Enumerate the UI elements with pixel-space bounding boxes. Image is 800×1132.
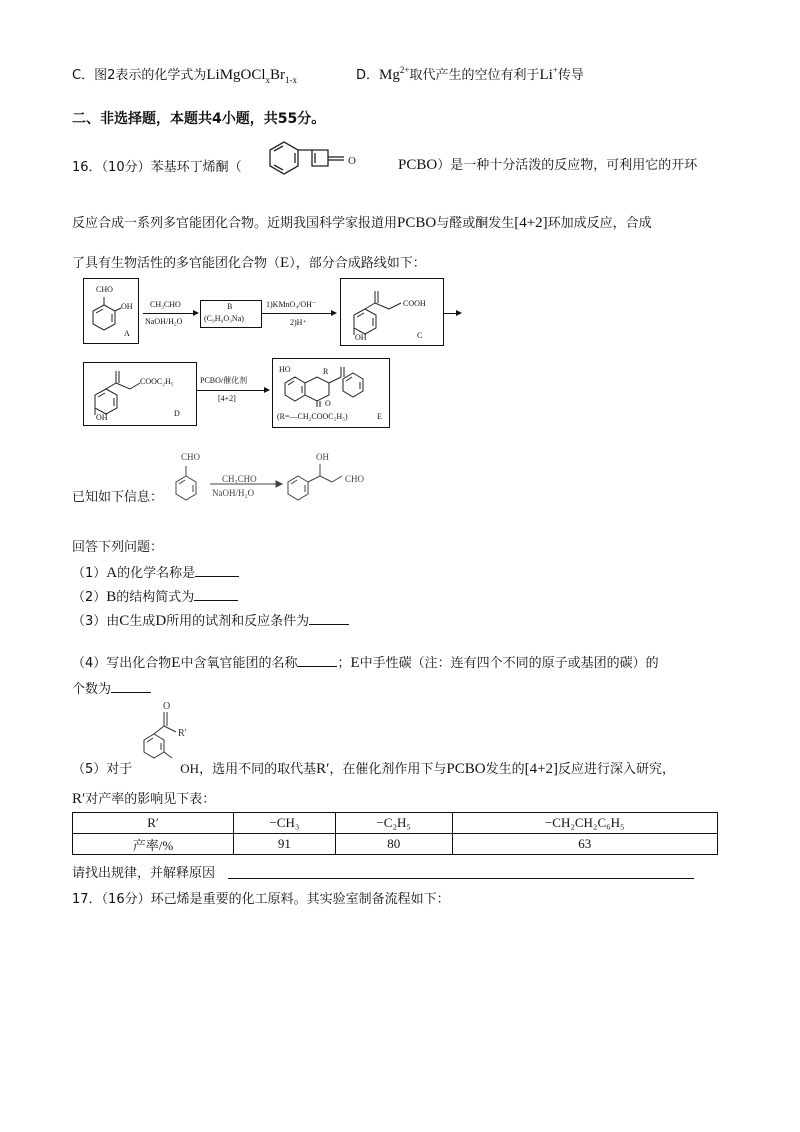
reagent1-top: CH₃CHO: [150, 300, 181, 309]
e-label: E: [377, 412, 382, 421]
b-formula: (C₉H₉O₃Na): [204, 314, 244, 323]
q17-intro: 17．（16分）环己烯是重要的化工原料。其实验室制备流程如下：: [72, 892, 450, 907]
e-r-definition: (R=—CH₂COOC₂H₅): [277, 412, 348, 421]
rule-question: 请找出规律，并解释原因: [72, 866, 216, 881]
question-5-line2: R′对产率的影响见下表：: [72, 791, 216, 807]
q16-intro-line3: 了具有生物活性的多官能团化合物（E），部分合成路线如下：: [72, 255, 426, 271]
a-label: A: [124, 329, 130, 338]
arrow-2: [262, 313, 334, 314]
li-ion: Li+: [539, 65, 558, 83]
arrow-1-head: [193, 310, 199, 316]
answer-blank-2[interactable]: [194, 588, 238, 601]
formula-limgocl: $LiMgOCl_xBr_{1-x}$: [206, 67, 298, 85]
answer-blank-4b[interactable]: [111, 680, 151, 693]
answer-blank-4a[interactable]: [297, 654, 337, 667]
reagent3-top: PCBO/催化剂: [200, 376, 248, 385]
c-oh-label: OH: [355, 333, 367, 342]
known-oh-label: OH: [316, 452, 329, 462]
arrow-4-head: [264, 387, 270, 393]
option-c: C．图2表示的化学式为$LiMgOCl_xBr_{1-x}$: [72, 67, 298, 85]
pcbo-structure-icon: [262, 134, 374, 184]
question-4: （4）写出化合物E中含氧官能团的名称 ；E中手性碳（注：连有四个不同的原子或基团的碳）的: [72, 655, 659, 671]
a-oh-label: OH: [121, 302, 133, 311]
question-2: （2）B的结构简式为: [72, 586, 238, 606]
a-cho-label: CHO: [96, 285, 113, 294]
q16-intro-line1: 16．（10分）苯基环丁烯酮（: [72, 160, 242, 175]
table-header-row: [73, 813, 718, 834]
option-d: D．$Mg^{2+}$取代产生的空位有利于Li+传导: [356, 65, 584, 83]
table-row: [73, 834, 718, 855]
q5-o-label: O: [163, 701, 171, 712]
b-label: B: [227, 302, 233, 311]
table-header-cell: −CH₂CH₂C₆H₅: [452, 813, 717, 834]
compound-b-box: [200, 300, 262, 328]
known-info-label: 已知如下信息：: [72, 490, 164, 505]
table-row-label: 产率/%: [73, 834, 234, 855]
table-header-cell: R′: [73, 813, 234, 834]
compound-d-box: [83, 362, 197, 426]
arrow-3-head: [456, 310, 462, 316]
compound-e-box: [272, 358, 390, 428]
reagent3-bottom: [4+2]: [218, 394, 236, 403]
reagent1-bottom: NaOH/H₂O: [145, 317, 183, 326]
table-cell: 80: [335, 834, 452, 855]
d-ester-label: COOC₂H₅: [140, 377, 174, 386]
yield-table: [72, 812, 718, 855]
c-cooh-label: COOH: [403, 299, 426, 308]
e-ho-label: HO: [279, 365, 291, 374]
compound-a-box: [83, 278, 139, 344]
pcbo-ketone-o: O: [348, 155, 356, 167]
d-oh-label: OH: [96, 413, 108, 422]
mg-ion: $Mg^{2+}$: [379, 65, 410, 83]
question-3: （3）由C生成D所用的试剂和反应条件为: [72, 610, 349, 630]
known-cho-label: CHO: [181, 452, 201, 462]
reagent2-top: 1)KMnO₄/OH⁻: [266, 300, 317, 309]
answer-blank-1[interactable]: [195, 564, 239, 577]
answer-blank-3[interactable]: [309, 612, 349, 625]
compound-c-box: [340, 278, 444, 346]
q5-rprime-label: R′: [178, 728, 187, 739]
arrow-2-head: [331, 310, 337, 316]
known-reagent-top: CH₃CHO: [222, 474, 257, 484]
e-r-label: R: [323, 367, 329, 376]
question-4-line2: 个数为: [72, 678, 151, 697]
answer-line-rule[interactable]: [228, 878, 694, 879]
e-o-label: O: [325, 399, 331, 408]
d-label: D: [174, 409, 180, 418]
question-1: （1）A的化学名称是: [72, 562, 239, 582]
c-label: C: [417, 331, 423, 340]
answer-intro: 回答下列问题：: [72, 540, 164, 555]
table-cell: 63: [452, 834, 717, 855]
q16-intro-line1-tail: PCBO）是一种十分活泼的反应物，可利用它的开环: [398, 157, 698, 173]
known-reagent-bottom: NaOH/H₂O: [212, 488, 255, 498]
section-title: 二、非选择题，本题共4小题，共55分。: [72, 111, 326, 127]
arrow-1: [143, 313, 197, 314]
question-5: （5）对于 OH，选用不同的取代基R′，在催化剂作用下与PCBO发生的[4+2]反应进行深入研究，: [72, 761, 676, 777]
known-cho2-label: CHO: [345, 474, 365, 484]
arrow-4: [197, 390, 267, 391]
q16-intro-line2: 反应合成一系列多官能团化合物。近期我国科学家报道用PCBO与醛或酮发生[4+2]环加成反应，合成: [72, 215, 652, 231]
table-header-cell: −CH₃: [234, 813, 336, 834]
reagent2-bottom: 2)H⁺: [290, 318, 307, 327]
table-cell: 91: [234, 834, 336, 855]
table-header-cell: −C₂H₅: [335, 813, 452, 834]
